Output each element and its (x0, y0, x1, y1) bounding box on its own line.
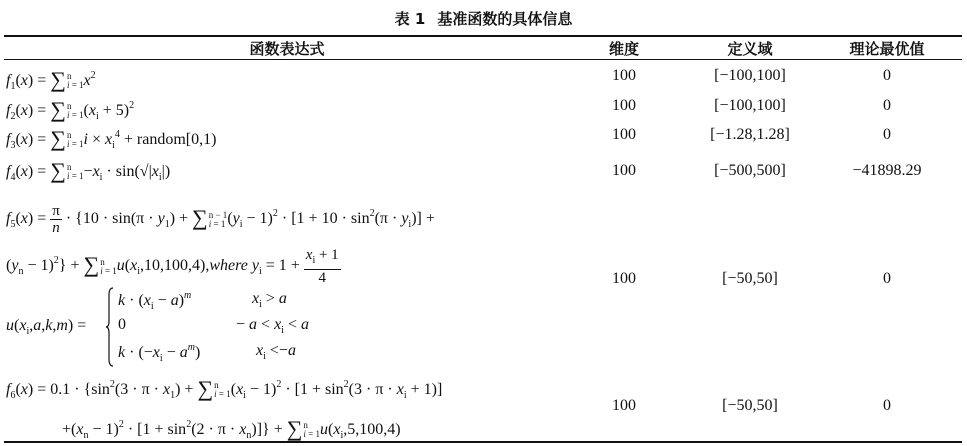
row2-optimum: 0 (883, 97, 891, 114)
case1-cond: $x_i > a$ (252, 290, 287, 310)
formula-f6-line2: $+(x_n - 1)^2 \cdot [1 + \sin^2(2 \cdot \pi \cdot x_n)]\} + \sum n$ $i = 1u(x_i,5,100,4)$ (62, 416, 401, 441)
row6-dimension: 100 (612, 397, 636, 414)
formula-f4: $f_4(x) = \sum n$ $i = 1-x_i \cdot \sin(√|x_i|)$ (6, 158, 171, 183)
case3-cond: $x_i <-a$ (256, 342, 296, 362)
formula-f6-line1: $f_6(x) = 0.1 \cdot \{\sin^2(3 \cdot \pi \cdot x_1) + \sum n$ $i = 1(x_i - 1)^2 \cdot [1 + \sin^2(3 \cdot \pi \cdot x_i + 1)]$ (6, 376, 443, 401)
table-caption (0, 8, 967, 29)
top-rule (4, 35, 962, 37)
case2-cond: − $a < x_i < a$ (236, 316, 309, 336)
header-optimum: 理论最优值 (849, 40, 925, 58)
table-title: 基准函数的具体信息 (437, 10, 573, 28)
row5-optimum: 0 (883, 270, 891, 287)
row3-domain: [−1.28,1.28] (710, 126, 790, 143)
row4-domain: [−500,500] (714, 162, 786, 179)
row4-optimum: −41898.29 (852, 162, 922, 179)
table-number: 表 1 (394, 10, 426, 28)
header-dimension: 维度 (608, 40, 639, 58)
row2-domain: [−100,100] (714, 97, 786, 114)
case3-expr: $k \cdot (-x_i - a^m)$ (118, 342, 201, 364)
formula-f1: $f_1(x) = \sum n$ $i = 1x^2$ (6, 67, 96, 92)
cases-brace (106, 287, 114, 367)
row6-optimum: 0 (883, 397, 891, 414)
formula-f5-line1: $f_5(x)$ = $\frac{\pi}{n}$ · {$10 \cdot \sin(\pi \cdot y_1) + \sum n - 1$ i = 1 $(y_i - 1)^2 \cdot [1 + 10 \cdot \sin^2(\pi \cdot y_i)]$ + (6, 203, 435, 236)
header-expression: 函数表达式 (249, 40, 325, 58)
header-rule (4, 59, 962, 60)
row3-dimension: 100 (612, 126, 636, 143)
row1-dimension: 100 (612, 67, 636, 84)
row5-domain: [−50,50] (722, 270, 778, 287)
case1-expr: $k \cdot (x_i - a)^m$ (118, 290, 192, 312)
case2-expr: 0 (118, 316, 126, 333)
row5-dimension: 100 (612, 270, 636, 287)
row6-domain: [−50,50] (722, 397, 778, 414)
formula-f2: $f_2(x) = \sum n$ $i = 1(x_i + 5)^2$ (6, 97, 135, 122)
header-domain: 定义域 (727, 40, 773, 58)
row2-dimension: 100 (612, 97, 636, 114)
row1-optimum: 0 (883, 67, 891, 84)
row1-domain: [−100,100] (714, 67, 786, 84)
row4-dimension: 100 (612, 162, 636, 179)
formula-f3: $f_3(x) = \sum n$ $i = 1i \times x_i^4$ + random[0,1) (6, 126, 217, 151)
formula-u-lhs: $u(x_i,a,k,m)$ = (6, 317, 87, 337)
row3-optimum: 0 (883, 126, 891, 143)
formula-f5-line2: $(y_n - 1)^2\} + \sum n$ $i = 1u(x_i,10,100,4),where$ $y_i = 1$ + $\frac{x_i + 1}{4}$ (6, 247, 339, 286)
